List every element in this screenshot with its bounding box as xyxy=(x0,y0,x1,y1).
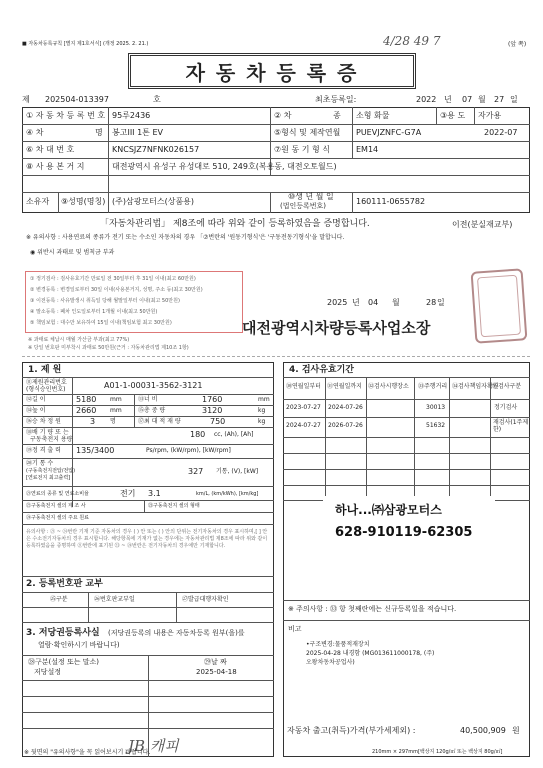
spec-height-label: ⑭높 이 xyxy=(26,407,46,414)
spec-seats-label: ⑯승 차 정 원 xyxy=(26,418,61,425)
cert-no-label: 제 xyxy=(22,95,30,104)
field-engine-value: EM14 xyxy=(356,145,379,154)
field-vin-label: ⑥ 차 대 번 호 xyxy=(26,145,75,154)
spec-load-value: 750 xyxy=(210,417,226,426)
spec-fuel-label: ㉑연료의 종류 및 연료소비율 xyxy=(26,491,89,497)
mortgage-col-date: ㉙날 짜 xyxy=(204,658,227,666)
spec-weight-label: ⑮총 중 량 xyxy=(138,407,166,414)
official-seal xyxy=(471,268,528,343)
spec-cyl-value: 327 xyxy=(188,467,204,476)
inspection-row-from: 2023-07-27 xyxy=(286,404,321,411)
spec-length-unit: mm xyxy=(110,396,122,403)
first-reg-label: 최초등록일: xyxy=(315,95,357,104)
field-model-label2: 명 xyxy=(95,128,103,137)
spec-section-title: 1. 제 원 xyxy=(28,365,62,375)
inspection-row-from: 2024-07-27 xyxy=(286,422,321,429)
inspection-row-km: 51632 xyxy=(426,422,446,429)
penalty-item: ③ 이전등록 : 사유발생시 취득일 당해 월말일부터 이내(최고 50만원) xyxy=(30,298,180,304)
inspection-col-place: ㉜검사시행장소 xyxy=(368,383,409,390)
penalty-footnote-2: ※ 당일 번호판 미부착시 과태료 50만원(근거 : 자동차관리법 제10조 1항) xyxy=(28,345,189,351)
field-name-label: ⑨성명(명칭) xyxy=(61,197,106,206)
spec-length-value: 5180 xyxy=(76,395,97,404)
first-reg-month: 07 xyxy=(462,95,473,104)
first-reg-month-unit: 월 xyxy=(478,95,486,104)
spec-fuel-value: 전기 xyxy=(120,489,136,498)
remarks-label: 비고 xyxy=(288,625,302,633)
mortgage-row-date: 2025-04-18 xyxy=(196,668,237,676)
issue-day-unit: 일 xyxy=(437,298,445,307)
issuer-name: 대전광역시차량등록사업소장 xyxy=(242,319,431,337)
spec-length-label: ⑫길 이 xyxy=(26,396,46,403)
spec-power-label: ⑲정 격 출 력 xyxy=(26,447,61,454)
field-vin-value: KNCSJZ7NFNK026157 xyxy=(112,145,200,154)
field-format-value: PUEVJZNFC-G7A xyxy=(356,128,422,137)
warning-icon: ◉ xyxy=(30,249,36,256)
inspection-row-to: 2026-07-26 xyxy=(328,422,363,429)
mortgage-row-type: 저당설정 xyxy=(34,668,62,676)
inspection-row-type: 재검사(1주제한) xyxy=(493,419,529,433)
spec-disp-label: ⑱배 기 량 또 는 xyxy=(26,429,69,436)
inspection-section-title: 4. 검사유효기간 xyxy=(289,365,354,375)
spec-load-label: ⑰최 대 적 재 량 xyxy=(138,418,181,425)
form-reference: ■ 자동차등록규칙 [별지 제1호서식] (개정 2025. 2. 21.) xyxy=(22,41,149,47)
field-format-label: ⑤형식 및 제작연월 xyxy=(274,128,341,137)
spec-fine-print: 유의사항 : ㉑ ~ ㉔번란 기재 기준 자동차의 경우 ( ) 안 또는 ( ) 안의 단위는 전기자동차의 경우 표시하며,[ ] 안은 수소전기자동차의 경우 표시합니다. 해당항목에 기재가 없는 경우에는 자동차관리법 제8조에 따라 위와 같이 등록하였음을 증명하며 ㉑번란에 표기된 ㉓ ~ ㉔번란은 전기자동차의 경우에만 기재합니다. xyxy=(26,529,268,549)
first-reg-day-unit: 일 xyxy=(510,95,518,104)
inspection-col-from: ㉚연월일부터 xyxy=(286,383,321,390)
footer-paper-spec: 210mm × 297mm[백상지 120g/㎡ 또는 백상지 80g/㎡] xyxy=(372,749,503,755)
penalty-title-text: 위반시 과태료 및 범칙금 부과 xyxy=(37,249,115,256)
issue-month-unit: 월 xyxy=(392,298,400,307)
field-birth-label2: (법인등록번호) xyxy=(280,202,327,210)
issue-year: 2025 xyxy=(327,298,348,307)
spec-fuel-eff-value: 3.1 xyxy=(148,489,161,498)
spec-cyl-label3: [연료전지 최고출력] xyxy=(26,475,71,481)
first-reg-day: 27 xyxy=(494,95,505,104)
field-address-value: 대전광역시 유성구 유성대로 510, 249호(복용동, 대전오토월드) xyxy=(112,162,337,171)
spec-load-unit: kg xyxy=(258,418,266,425)
spec-cyl-unit: 기통, (V), [kW] xyxy=(216,468,259,475)
spec-type-label2: (형식승인번호) xyxy=(26,386,66,393)
field-owner-label: 소유자 xyxy=(26,197,50,206)
remarks-line-1: •구조변경:물품적재장치 xyxy=(306,641,370,648)
field-format-date: 2022-07 xyxy=(484,128,518,137)
field-address-label: ⑧ 사 용 본 거 지 xyxy=(26,162,85,171)
notice-top: ※ 유의사항 : 사용연료의 종류가 전기 또는 수소인 자동차의 경우 「⑦번란의 '원동기형식'은 '구동전동기형식'을 말합니다. xyxy=(26,234,345,241)
spec-battery-form-label: ㉓구동축전지 셀의 형태 xyxy=(148,503,200,509)
issue-month: 04 xyxy=(368,298,379,307)
field-use-label: ③용 도 xyxy=(440,111,466,120)
field-reg-no-value: 95루2436 xyxy=(112,111,151,120)
inspection-row-km: 30013 xyxy=(426,404,446,411)
handwritten-note: 4/28 49 7 xyxy=(383,34,441,48)
spec-type-value: A01-1-00031-3562-3121 xyxy=(104,381,203,390)
penalty-item: ⑤ 책임보험 : 대수만 보유하여 15일 이내(책임보험 최고 30만원) xyxy=(30,320,172,326)
spec-battery-maker-label: ㉒구동축전지 셀의 제 조 사 xyxy=(26,503,86,509)
price-unit: 원 xyxy=(512,726,520,735)
inspection-col-km: ㉝주행거리 xyxy=(418,383,448,390)
title-box xyxy=(128,53,416,89)
field-type-label2: 종 xyxy=(333,111,341,120)
plate-col-confirm: ㉗발급대행자확인 xyxy=(182,596,229,603)
page-label: (앞 쪽) xyxy=(508,41,527,48)
penalty-box xyxy=(25,271,243,333)
field-model-value: 봉고III 1톤 EV xyxy=(112,128,163,137)
field-reg-no-label: ① 자 동 차 등 록 번 호 xyxy=(26,111,106,120)
page-title: 자 동 차 등 록 증 xyxy=(185,61,359,85)
inspection-row-type: 정기검사 xyxy=(494,404,518,411)
spec-height-unit: mm xyxy=(110,407,122,414)
inspection-notice: ※ 주의사항 : ㉝ 항 첫째란에는 신규등록일을 적습니다. xyxy=(288,605,457,613)
spec-width-label: ⑬너 비 xyxy=(138,396,158,403)
field-model-label: ④ 차 xyxy=(26,128,44,137)
spec-power-unit: Ps/rpm, (kW/rpm), [kW/rpm] xyxy=(146,447,231,454)
mortgage-section-title: 3. 저당권등록사실 xyxy=(26,628,100,638)
field-use-value: 자가용 xyxy=(478,111,502,120)
account-overlay xyxy=(323,496,495,548)
spec-seats-unit: 명 xyxy=(110,418,116,425)
plate-col-date: ㉖번호판교부일 xyxy=(94,596,135,603)
field-type-label: ② 차 xyxy=(274,111,292,120)
field-type-value: 소형 화물 xyxy=(356,111,390,120)
penalty-item: ④ 말소등록 : 폐차 인도일로부터 1개월 이내(최고 50만원) xyxy=(30,309,158,315)
spec-weight-value: 3120 xyxy=(202,406,223,415)
field-name-value: (주)삼광모터스(상품용) xyxy=(112,197,195,206)
cert-no-suffix: 호 xyxy=(153,95,161,104)
inspection-col-to: ㉛연월일까지 xyxy=(327,383,362,390)
first-reg-year-unit: 년 xyxy=(444,95,452,104)
footer-note: ※ 뒷면의 "유의사항"을 꼭 읽어보시기 바랍니다. xyxy=(24,749,151,756)
spec-cyl-label: ⑳기 통 수 xyxy=(26,460,54,467)
penalty-item: ① 정기검사 : 검사유효기간 만료일 전 30일부터 후 31일 이내(최고 60만원) xyxy=(30,276,196,282)
overlay-bank-line: 하나...㈜삼광모터스 xyxy=(335,503,442,517)
spec-height-value: 2660 xyxy=(76,406,97,415)
spec-battery-material-label: ㉔구동축전지 셀의 주요 원료 xyxy=(26,515,89,521)
penalty-footnote-1: ※ 과태료 체납시 매월 가산금 부과(최고 77%) xyxy=(28,337,130,343)
spec-width-value: 1760 xyxy=(202,395,223,404)
field-engine-label: ⑦원 동 기 형 식 xyxy=(274,145,330,154)
plate-col-type: ㉕구분 xyxy=(50,596,68,603)
overlay-account-line: 628-910119-62305 xyxy=(335,525,473,540)
first-reg-year: 2022 xyxy=(416,95,437,104)
spec-weight-unit: kg xyxy=(258,407,266,414)
issue-day: 28 xyxy=(426,298,437,307)
issue-year-unit: 년 xyxy=(352,298,360,307)
penalty-item: ② 변경등록 : 변경일로부터 30일 이내(사용본거지, 성명, 주소 등(최고 30만원) xyxy=(30,287,203,293)
spec-seats-value: 3 xyxy=(90,417,96,426)
price-label: 자동차 출고(취득)가격(부가세제외) : xyxy=(287,726,416,735)
inspection-row-to: 2024-07-26 xyxy=(328,404,363,411)
inspection-col-inspector: ㉞검사책임자확인 xyxy=(452,383,499,390)
reissue-note: 이전(분실재교부) xyxy=(452,220,513,229)
field-birth-value: 160111-0655782 xyxy=(356,197,426,206)
mortgage-handwritten: JB 캐피 xyxy=(128,737,179,755)
mortgage-section-desc: (저당권등록의 내용은 자동차등록 원부(을)를 xyxy=(108,629,245,637)
mortgage-section-desc2: 열람·확인하시기 바랍니다) xyxy=(38,641,120,649)
spec-disp-unit: cc, (Ah), [Ah] xyxy=(214,431,254,438)
spec-cyl-label2: (구동축전지전압/전압) xyxy=(26,468,76,474)
spec-disp-value: 180 xyxy=(190,430,206,439)
mortgage-col-type: ㉘구분(설정 또는 말소) xyxy=(28,658,100,666)
spec-width-unit: mm xyxy=(258,396,270,403)
plate-section-title: 2. 등록번호판 교부 xyxy=(26,579,103,589)
spec-fuel-eff-unit: km/L, (km/kWh), [km/kg] xyxy=(196,491,259,497)
price-value: 40,500,909 xyxy=(460,726,506,735)
penalty-title xyxy=(30,250,114,256)
remarks-line-2: 2025-04-28 내경함 (MG013611000178, (주) xyxy=(306,650,435,657)
remarks-line-3: 오왕차동차공업사) xyxy=(306,659,355,666)
declaration: 「자동차관리법」 제8조에 따라 위와 같이 등록하였음을 증명합니다. xyxy=(100,219,370,229)
spec-power-value: 135/3400 xyxy=(76,446,115,455)
inspection-col-type: ㉟검사구분 xyxy=(492,383,522,390)
cert-no-value: 202504-013397 xyxy=(45,95,109,104)
spec-type-label: ⑪제원관리번호 xyxy=(26,379,67,386)
field-birth-label: ⑩생 년 월 일 xyxy=(288,192,334,201)
spec-disp-label2: 구동축전지 용량 xyxy=(30,436,73,443)
